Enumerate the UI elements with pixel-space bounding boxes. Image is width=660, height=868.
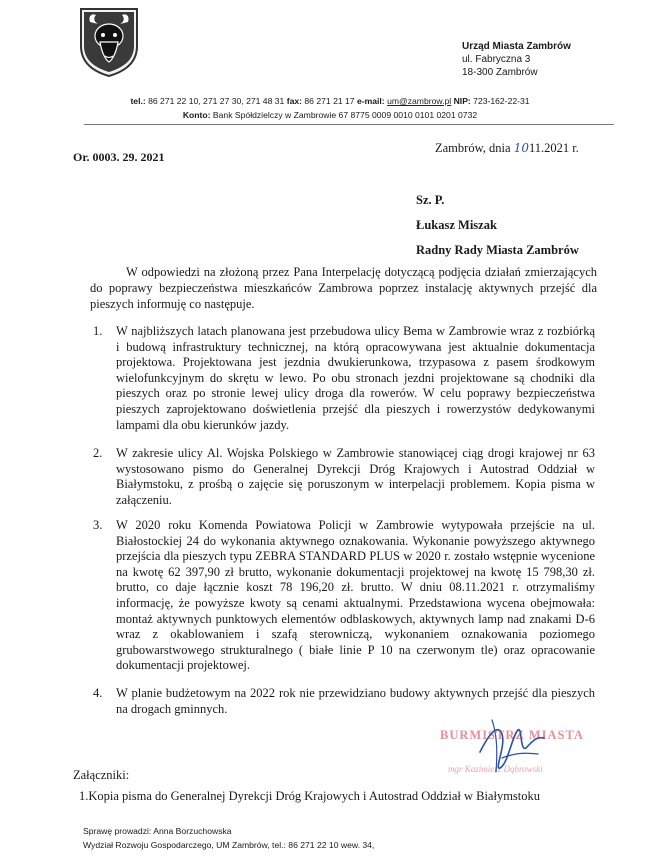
list-item-number: 3.: [93, 518, 103, 532]
email-label: e-mail:: [356, 96, 385, 106]
addressee-salutation: Sz. P.: [416, 193, 445, 207]
letter-date: [435, 141, 579, 156]
list-item-text: W zakresie ulicy Al. Wojska Polskiego w Zambrowie stanowiącej ciąg drogi krajowej nr 63 wystosowano pismo do Generalnej Dyrekcji Dróg Krajowych i Autostrad Oddział w Białymstoku, z prośbą o zajęcie się poruszonym w interpelacji problemem. Kopia pisma w załączeniu.: [116, 446, 595, 507]
intro-paragraph: W odpowiedzi na złożoną przez Pana Interpelację dotyczącą podjęcia działań zmierzających do poprawy bezpieczeństwa mieszkańców Zambrowa poprzez instalację aktywnych przejść dla pieszych informuję co następuje.: [90, 265, 597, 311]
header-divider: [84, 124, 614, 125]
addressee-name: Łukasz Miszak: [416, 218, 497, 232]
list-item-text: W najbliższych latach planowana jest przebudowa ulicy Bema w Zambrowie wraz z rozbiórką i budową infrastruktury technicznej, na którą opracowywana jest aktualnie dokumentacja projektowa. Projektowana jest jezdnia dwukierunkowa, trzypasowa z pasem środkowym wielofunkcyjnym do skrętu w lewo. Po obu stronach jezdni projektowane są chodniki dla pieszych oraz po stronie lewej ulicy droga dla rowerów. W celu poprawy bezpieczeństwa pieszych zaprojektowano doświetlenia przejść dla pieszych i rowerzystów dedykowanymi lampami dla obu kierunków jazdy.: [116, 324, 595, 432]
attachments-heading: Załączniki:: [73, 768, 130, 782]
attachment-item: 1.Kopia pisma do Generalnej Dyrekcji Dróg Krajowych i Autostrad Oddział w Białymstoku: [79, 789, 541, 803]
list-item-text: W 2020 roku Komenda Powiatowa Policji w Zambrowie wytypowała przejście na ul. Białostockiej 24 do wykonania aktywnego oznakowania. Wykonanie powyższego aktywnego przejścia dla pieszych typu ZEBRA STANDARD PLUS w 2020 r. zostało wstępnie wycenione na kwotę 62 397,90 zł brutto, wykonanie dokumentacji projektowej na kwotę 15 798,30 zł. brutto, co daje łącznie koszt 78 196,20 zł. brutto. W dniu 08.11.2021 r. otrzymaliśmy informację, że powyższe kwoty są cenami aktualnymi. Przedstawiona wycena obejmowała: montaż aktywnych punktowych elementów odblaskowych, aktywnych lamp nad znakami D-6 wraz z okablowaniem i szafą sterowniczą, wykonaniem oznakowania poziomego grubowarstwowego strukturalnego ( białe linie P 10 na czerwonym tle) oraz opracowanie dokumentacji projektowej.: [116, 518, 595, 673]
contact-line-1: [0, 94, 660, 108]
coat-of-arms-icon: [78, 6, 140, 78]
office-name: Urząd Miasta Zambrów: [462, 41, 571, 52]
office-street: ul. Fabryczna 3: [462, 54, 531, 65]
tel-label: tel.:: [130, 96, 146, 106]
date-prefix: Zambrów, dnia: [435, 141, 511, 155]
fax-label: fax:: [286, 96, 302, 106]
tel-value: 86 271 22 10, 271 27 30, 271 48 31: [148, 96, 285, 106]
office-address-block: [462, 40, 571, 79]
email-link[interactable]: um@zambrow.pl: [387, 96, 452, 106]
list-item-number: 4.: [93, 686, 103, 700]
contact-line-2: [0, 108, 660, 122]
list-item-number: 1.: [93, 324, 103, 338]
date-day-handwritten: 10: [513, 141, 529, 155]
date-suffix: 11.2021 r.: [528, 141, 579, 155]
fax-value: 86 271 21 17: [304, 96, 355, 106]
reference-number: Or. 0003. 29. 2021: [73, 150, 165, 164]
list-item-number: 2.: [93, 446, 103, 460]
footer-handler: Sprawę prowadzi: Anna Borzuchowska: [83, 826, 232, 836]
addressee-role: Radny Rady Miasta Zambrów: [416, 243, 579, 257]
list-item: [93, 324, 595, 433]
nip-value: 723-162-22-31: [473, 96, 530, 106]
mayor-stamp: BURMISTRZ MIASTA: [440, 728, 584, 742]
mayor-stamp-name: mgr Kazimierz Dąbrowski: [448, 764, 543, 774]
footer-department: Wydział Rozwoju Gospodarczego, UM Zambrów, tel.: 86 271 22 10 wew. 34,: [83, 840, 375, 850]
nip-label: NIP:: [453, 96, 471, 106]
signature-icon: [472, 712, 552, 782]
konto-label: Konto:: [182, 110, 211, 120]
list-item-text: W planie budżetowym na 2022 rok nie przewidziano budowy aktywnych przejść dla pieszych na drogach gminnych.: [116, 686, 595, 716]
list-item: [93, 518, 595, 674]
konto-value: Bank Spółdzielczy w Zambrowie 67 8775 0009 0010 0101 0201 0732: [212, 110, 478, 120]
office-city: 18-300 Zambrów: [462, 67, 538, 78]
list-item: [93, 446, 595, 508]
contact-info: [0, 94, 660, 122]
